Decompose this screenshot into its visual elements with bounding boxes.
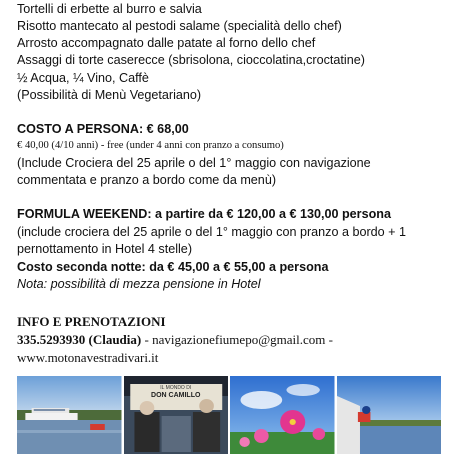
menu-item-tortelli: Tortelli di erbette al burro e salvia xyxy=(17,2,202,16)
info-title: INFO E PRENOTAZIONI xyxy=(17,314,166,329)
cost-per-person-title: COSTO A PERSONA: € 68,00 xyxy=(17,122,189,136)
half-board-note: Nota: possibilità di mezza pensione in Hotel xyxy=(17,277,261,291)
menu-item-vegetarian: (Possibilità di Menù Vegetariano) xyxy=(17,88,202,102)
flowers-photo xyxy=(230,376,335,454)
phone-number[interactable]: 335.5293930 (Claudia) xyxy=(17,332,142,347)
website-link[interactable]: www.motonavestradivari.it xyxy=(17,350,159,365)
menu-item-torte: Assaggi di torte caserecce (sbrisolona, cioccolatina,croctatine) xyxy=(17,53,365,67)
menu-item-risotto: Risotto mantecato al pestodi salame (specialità dello chef) xyxy=(17,19,342,33)
menu-item-drinks: ½ Acqua, ¼ Vino, Caffè xyxy=(17,71,149,85)
weekend-title: FORMULA WEEKEND: a partire da € 120,00 a € 130,00 persona xyxy=(17,207,391,221)
photo-strip xyxy=(17,376,441,454)
boat-river-photo xyxy=(17,376,122,454)
don-camillo-photo xyxy=(124,376,229,454)
email-address[interactable]: - navigazionefiumepo@gmail.com - xyxy=(141,332,333,347)
don-camillo-top-text: IL MONDO DI xyxy=(160,385,192,391)
cost-include-line-2: commentata e pranzo a bordo come da menù) xyxy=(17,173,277,187)
cost-include-line-1: (Include Crociera del 25 aprile o del 1° maggio con navigazione xyxy=(17,156,371,170)
weekend-include-line-1: (include crociera del 25 aprile o del 1° maggio con pranzo a bordo + 1 xyxy=(17,225,407,239)
cost-kids-line: € 40,00 (4/10 anni) - free (under 4 anni con pranzo a consumo) xyxy=(17,140,284,151)
contact-line xyxy=(17,331,333,349)
menu-item-arrosto: Arrosto accompagnato dalle patate al forno dello chef xyxy=(17,36,316,50)
second-night-cost: Costo seconda notte: da € 45,00 a € 55,00 a persona xyxy=(17,260,329,274)
river-bow-photo xyxy=(337,376,442,454)
don-camillo-sign: DON CAMILLO xyxy=(151,392,201,399)
weekend-include-line-2: pernottamento in Hotel 4 stelle) xyxy=(17,242,193,256)
